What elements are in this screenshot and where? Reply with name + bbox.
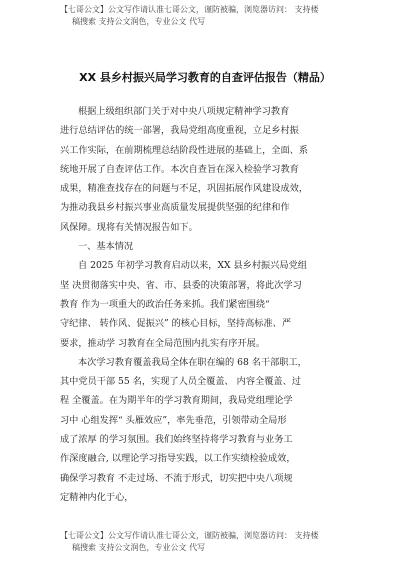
section-heading-basic: 一、基本情况 — [78, 241, 134, 253]
basic-situation-paragraph — [60, 256, 360, 352]
banner-bottom-line-2: 稿搜索 支持公文润色，专业公文 代写 — [72, 543, 206, 552]
document-body — [60, 102, 360, 507]
para2-line: 守纪律、 转作风、促振兴” 的核心目标，坚持高标准、严 — [60, 318, 292, 330]
intro-line: 进行总结评估的统一部署，我局党组高度重视，立足乡村振 — [60, 125, 299, 137]
para3-line: 确保学习教育 不走过场、不流于形式，切实把中央八项规 — [60, 472, 293, 484]
para2-line: 自 2025 年初学习教育启动以来，XX 县乡村振兴局党组 — [78, 260, 307, 272]
intro-paragraph — [60, 102, 360, 237]
intro-line: 统地开展了自查评估工作。本次自查旨在深入检验学习教育 — [60, 163, 299, 175]
para3-line: 成了浓厚 的学习氛围。我们始终坚持将学习教育与业务工 — [60, 434, 293, 446]
watermark-banner-bottom — [60, 530, 360, 554]
para3-line: 程 全覆盖。在为期半年的学习教育期间，我局党组理论学 — [60, 395, 293, 407]
para3-line: 其中党员干部 55 名，实现了人员全覆盖、 内容全覆盖、过 — [60, 376, 301, 388]
banner-bottom-line-1: 【七哥公文】公文写作请认准七哥公文，谨防被骗，浏览器访问： 支持楼 — [60, 531, 319, 540]
coverage-paragraph — [60, 353, 360, 507]
para3-line: 定精神内化于心， — [60, 491, 134, 503]
intro-line: 兴工作实际，在前期梳理总结阶段性进展的基础上，全面、系 — [60, 144, 309, 156]
para3-line: 习中 心组发挥“ 头雁效应”，率先垂范，引领带动全局形 — [60, 414, 287, 426]
intro-line: 成果，精准查找存在的问题与不足，巩固拓展作风建设成效， — [60, 183, 309, 195]
document-title: XX 县乡村振兴局学习教育的自查评估报告（精品） — [79, 71, 331, 84]
para3-line: 作深度融合, 以理论学习指导实践，以工作实绩检验成效， — [60, 453, 296, 465]
banner-top-line-1: 【七哥公文】公文写作请认准七哥公文，谨防被骗，浏览器访问： 支持楼 — [60, 5, 319, 14]
intro-line: 风保障。现将有关情况报告如下。 — [60, 221, 198, 233]
para2-line: 坚 决贯彻落实中央、省、市、县委的决策部署，将此次学习 — [60, 279, 302, 291]
intro-line: 为推动我县乡村振兴事业高质量发展提供坚强的纪律和作 — [60, 202, 290, 214]
intro-line: 根据上级组织部门关于对中央八项规定精神学习教育 — [78, 106, 290, 117]
para3-line: 本次学习教育覆盖我局全体在职在编的 68 名干部职工， — [78, 356, 307, 368]
para2-line: 教育 作为一项重大的政治任务来抓。我们紧密围绕“ — [60, 298, 270, 310]
banner-top-line-2: 稿搜索 支持公文润色，专业公文 代写 — [72, 17, 206, 26]
para2-line: 要求，推动学 习教育在全局范围内扎实有序开展。 — [60, 337, 266, 349]
watermark-banner-top — [60, 4, 360, 28]
